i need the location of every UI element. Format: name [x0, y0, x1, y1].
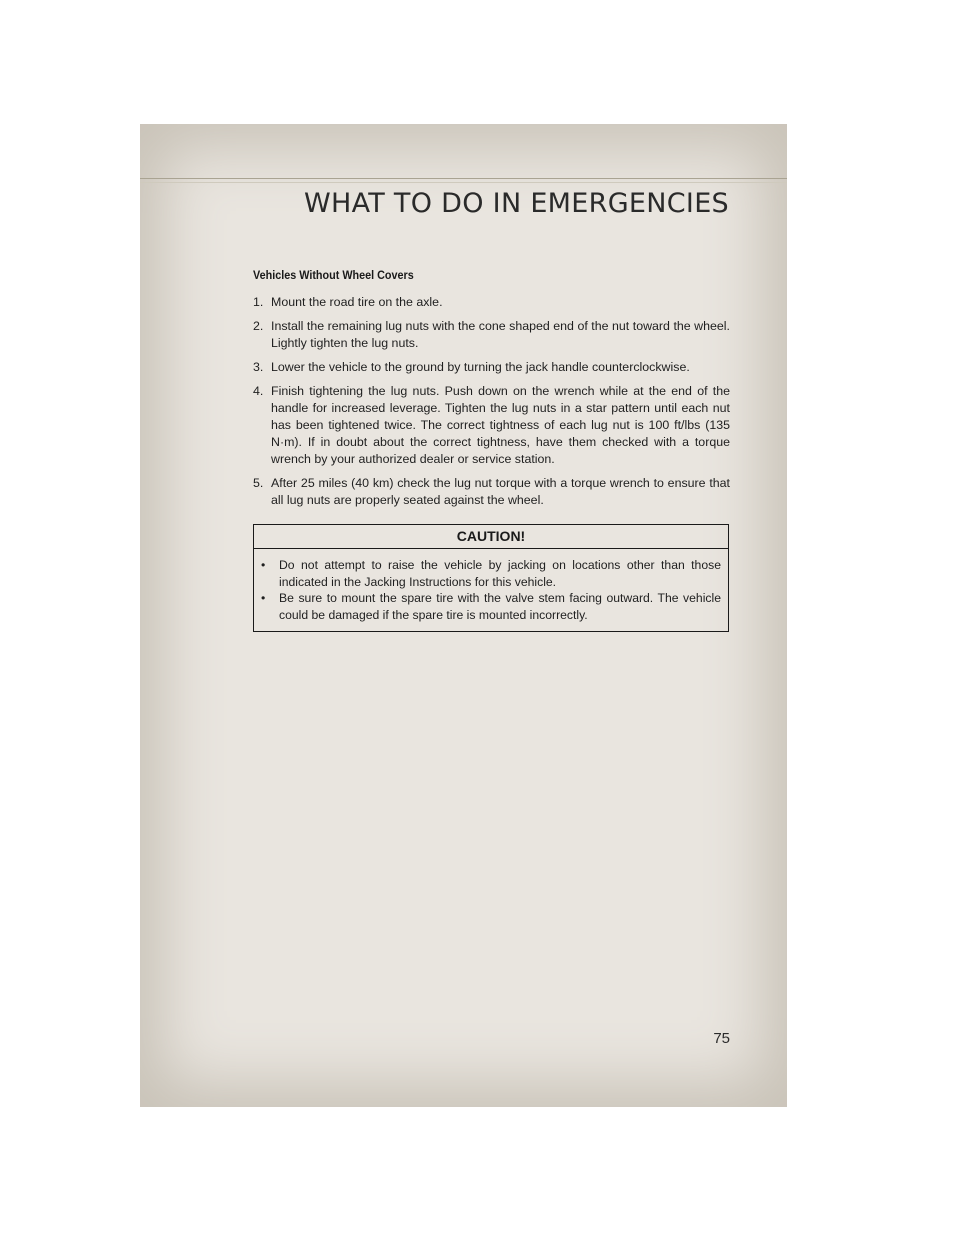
- list-item: [253, 383, 730, 468]
- step-text: Finish tightening the lug nuts. Push down on the wrench while at the end of the handle for increased leverage. Tighten the lug nuts in a star pattern until each nut has been tightened twice. The correct tightness of each lug nut is 100 ft/lbs (135 N·m). If in doubt about the correct tightness, have them checked with a torque wrench by your authorized dealer or service station.: [271, 384, 730, 466]
- step-text: Mount the road tire on the axle.: [271, 295, 443, 309]
- caution-title: CAUTION!: [254, 525, 728, 549]
- page-content: [253, 268, 730, 632]
- list-item: [253, 359, 730, 376]
- section-subheading: Vehicles Without Wheel Covers: [253, 268, 414, 282]
- bullet-icon: •: [261, 558, 266, 572]
- caution-text: Be sure to mount the spare tire with the valve stem facing outward. The vehicle could be damaged if the spare tire is mounted incorrectly.: [279, 591, 721, 622]
- step-number: 4.: [253, 384, 264, 398]
- caution-list: [261, 557, 721, 623]
- list-item: [253, 294, 730, 311]
- page-number: 75: [713, 1030, 730, 1047]
- step-number: 3.: [253, 360, 264, 374]
- steps-list: [253, 294, 730, 509]
- list-item: [253, 475, 730, 509]
- caution-text: Do not attempt to raise the vehicle by jacking on locations other than those indicated in the Jacking Instructions for this vehicle.: [279, 558, 721, 589]
- caution-box: [253, 524, 729, 632]
- header-rule: [140, 178, 787, 179]
- header-rule-secondary: [140, 182, 787, 183]
- step-number: 1.: [253, 295, 264, 309]
- bullet-icon: •: [261, 591, 266, 605]
- step-text: Install the remaining lug nuts with the cone shaped end of the nut toward the wheel. Lightly tighten the lug nuts.: [271, 319, 730, 350]
- page-title: WHAT TO DO IN EMERGENCIES: [303, 188, 729, 219]
- step-text: After 25 miles (40 km) check the lug nut torque with a torque wrench to ensure that all lug nuts are properly seated against the wheel.: [271, 476, 730, 507]
- list-item: [261, 590, 721, 623]
- manual-page: [140, 124, 787, 1107]
- step-number: 2.: [253, 319, 264, 333]
- step-text: Lower the vehicle to the ground by turning the jack handle counterclockwise.: [271, 360, 690, 374]
- list-item: [253, 318, 730, 352]
- step-number: 5.: [253, 476, 264, 490]
- caution-body: [254, 549, 728, 631]
- list-item: [261, 557, 721, 590]
